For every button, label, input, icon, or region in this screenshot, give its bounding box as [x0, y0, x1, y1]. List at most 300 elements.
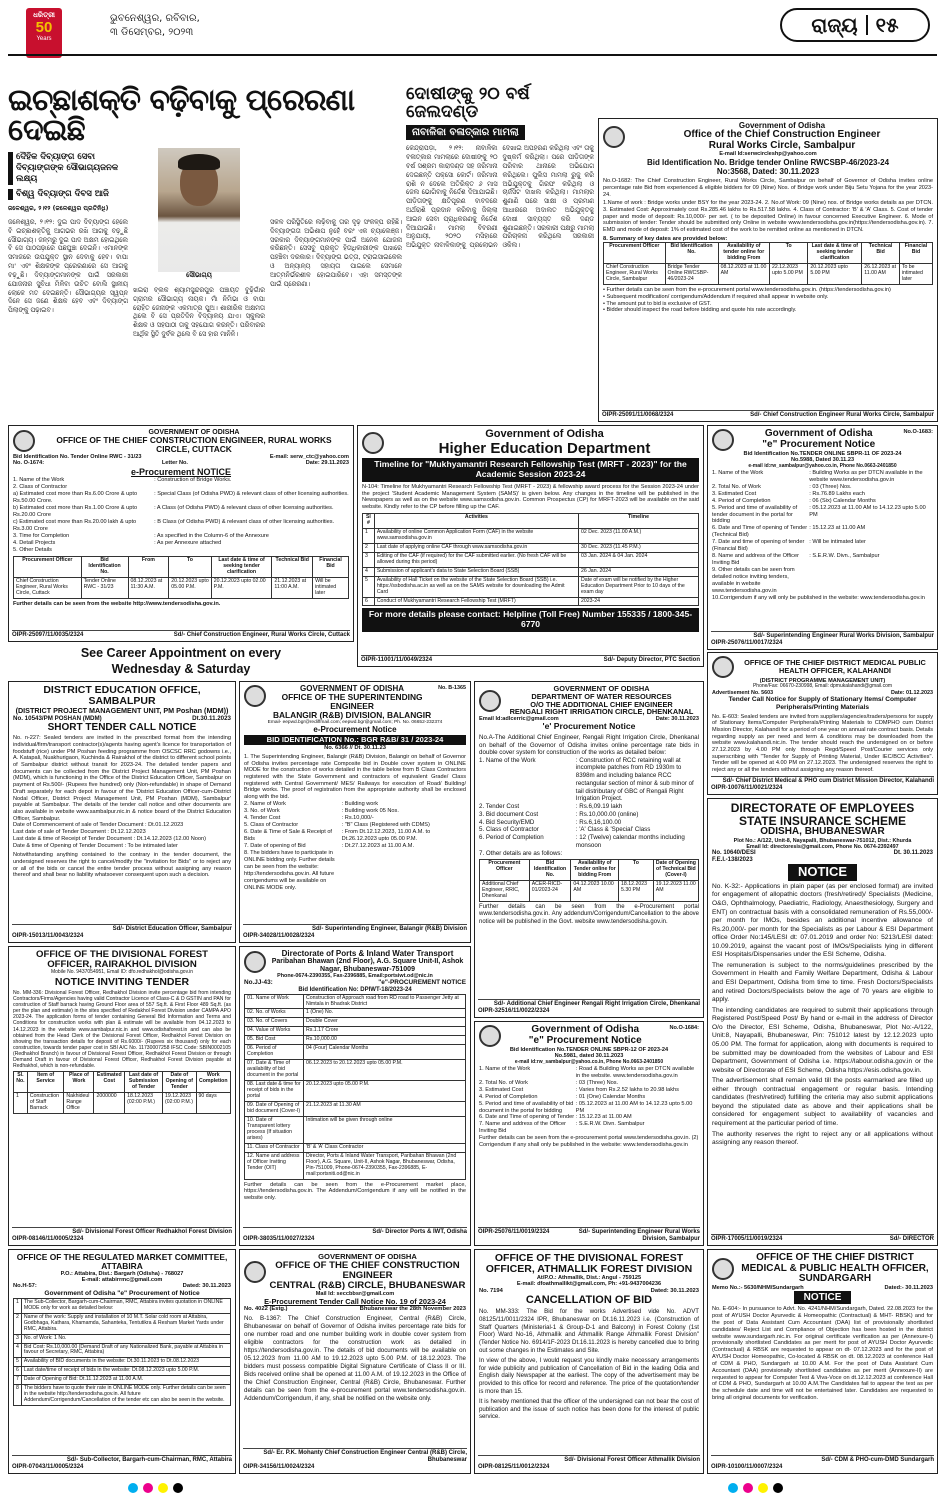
ad-rmc-attabira: [8, 1249, 236, 1474]
a16-footer-code: OIPR-10100/11/0007/2324: [711, 1464, 783, 1471]
a6-detail-text: : From Dt.12.12.2023, 11.00 A.M. to Dt.26.12.2023 upto 05.00 P.M.: [341, 828, 431, 842]
a6-detail-text: 6. Date & Time of Sale & Receipt of Bids: [244, 828, 332, 842]
a15-footer-code: OIPR-08125/11/0012/2324: [478, 1464, 550, 1471]
ad-deo-sambalpur: [8, 681, 236, 943]
a2-r6l: 3. Time for Completion: [13, 533, 70, 540]
a3-th-sl: Sl #: [363, 513, 375, 528]
career-banner: [8, 645, 354, 678]
a8-date: Date: 01.12.2023: [891, 690, 933, 697]
a4-detail-row: [712, 484, 933, 491]
a2-r6r: : As specified in the Column-6 of the Annexure: [154, 533, 269, 540]
a16-body: No. E-604:- In pursuance to Advt. No. 4241/NHM/Sundargarh, Dated. 22.08.2023 for the post of AYUSH Doctor Ayurvedic & Homeopathic (Contractual) & MHT- RBSK) and for the post of Data Assistant Cum Accountant (DAA) list of provisionally shortlisted candidates/ Reject List and Compliance of Objection has been hosted in the district website www.sundargarh.nic.in. For original certificate verification as per (Annexure-I) provisionally shortlisted Candidates as per merit for post of AYUSH Doctor Ayurvedic (Contractual) & RBSK are requested to appear on dt- 07.12.2023 and for the post of AYUSH Doctor Homeopathic, Co-located & RBSK on dt. 08.12.2023 at conference Hall of CDM & PHO, Sundargarh at 10.00 A.M. For the post of Data Assistant Cum Accountant (DAA) provisionally shortlisted candidates as per merit (Annexure-II) are requested to appear for Computer Test & Viva-Voce on dt.12.12.2023 at conference Hall of CDM & PHO, Sundargarh at 10.00 A.M.The Candidates fail to appear the test as per the schedule date and time will not be entertained later. Candidates are requested to bring all original documents for verification.: [712, 1306, 933, 1401]
bullet-2-text: ବିଶ୍ୱ ଦିବ୍ୟାଙ୍ଗ ଦିବସ ଆଜି: [16, 189, 109, 200]
a13-cell: Bid Cost: Rs.10,000.00 (Demand Draft of any Nationalized Bank, payable at Attabira in favour of Secretary, RMC, Attabira): [21, 1343, 230, 1358]
a10-data-cell: Construction of Staff Barrack: [27, 1093, 64, 1114]
a5-d2: Last date of sale of Tender Document : Dt.12.12.2023: [13, 829, 146, 836]
a12-detail-row: [479, 1087, 699, 1094]
ad-water-resources: [474, 681, 704, 1018]
a4-detail-text: 4. Period of Completion: [712, 497, 771, 504]
a4-gov: Government of Odisha: [764, 428, 873, 439]
a15-head: CANCELLATION OF BID: [525, 1293, 653, 1306]
a6-detail-row: [244, 801, 466, 808]
a4-no: No.O-1683:: [903, 429, 933, 435]
a13-cell: No. of Work: 1 No.: [21, 1334, 230, 1343]
a1-footer-code: OIPR-25091/11/0068/2324: [602, 412, 674, 419]
a4-detail-text: 8. Name and address of the Officer Inviting Bid: [712, 553, 799, 567]
mrft-row: [363, 597, 699, 606]
a6-nodate: No. 6366 // Dt. 30.11.23: [324, 745, 386, 752]
ad-higher-education: [357, 425, 704, 667]
a5-body-2: Notwithstanding anything contained to the contrary in the tender document, the undersigned reserves the right to cancel/modify the "invitation for Bids" or to reject any or all of the bids or cancel the entire tender process without assigning any reason thereof and shall bear no liability whatsoever consequent upon such a decision.: [13, 852, 231, 879]
a11-row: [245, 1143, 466, 1152]
a11-row: [245, 1009, 466, 1018]
a10-email: Mobile No. 9437054951, Email ID: dfo.redhakhol@odisha.gov.in: [50, 969, 193, 976]
a4-title: "e" Procurement Notice: [762, 438, 876, 450]
odisha-seal-icon: [712, 1258, 734, 1280]
a1-data-cell: 22.12.2023 upto 5.00 PM: [769, 264, 807, 285]
a12-gov: Government of Odisha: [531, 1024, 640, 1035]
a13-row: [14, 1313, 231, 1334]
section-name: ରାଜ୍ୟ: [811, 12, 858, 37]
mrft-cell: 2: [363, 543, 375, 552]
a6-div: BALANGIR (R&B) DIVISION, BALANGIR: [272, 710, 432, 721]
odisha-seal-icon: [603, 126, 625, 148]
a5-footer-code: OIPR-15013/11/0043/2324: [12, 933, 84, 940]
a2-r1l: 1. Name of the Work: [13, 477, 65, 484]
a11-cell: 11. Class of Contractor: [245, 1143, 304, 1152]
a11-cell: 07. Date & Time of availability of bid document in the portal: [245, 1060, 304, 1081]
mrft-cell: 30 Dec. 2023 (11.45 P.M.): [579, 543, 699, 552]
a7-detail-text: : Rs.6,16,100.00: [575, 818, 622, 826]
a10-head-cell: Estimated Cost: [94, 1072, 125, 1093]
a10-head: NOTICE INVITING TENDER: [54, 975, 190, 988]
mrft-cell: 2023-24: [579, 597, 699, 606]
a6-detail-text: : Building work: [341, 800, 379, 807]
mrft-row: [363, 543, 699, 552]
a1-head-cell: Last date & time of seeking tender clarification: [808, 243, 862, 264]
a1-head-cell: Procurement Officer: [604, 243, 666, 264]
a4-detail-text: 6. Date and Time of opening of Tender (Technical Bid): [712, 525, 808, 539]
a2-r3r: : Special Class (of Odisha PWD) & relevant class of other licensing authorities.: [154, 491, 349, 498]
story-1-bullet-1: [8, 152, 128, 185]
a1-body-2: 1.Name of work : Bridge works under BSY for the year 2023-24. 2. No.of Work: 09 (Nine) nos. of Bridge works details as per DTCN. 3. Estimated Cost: Approximately cost Rs.285.46 lakhs to Rs.517.58 lakhs. 4. Class of Contractor: 'B' & 'A' Class. 5. Cost of tender paper and mode of deposit: Rs.10,000/- per set. ( to be deposited Online) in favour concerned Executive Engineer. 6. Mode of submission of tender: Tender should be submitted only Online in website www.tendersodisha.gov.in(https://tendersodisha.gov.in). 7. EMD and mode of deposit: 1% of estimated cost of the work to be remitted online as mentioned in DTCN.: [603, 200, 933, 234]
a4-detail-text: 3. Estimated Cost: [712, 490, 757, 497]
a8-title: OFFICE OF THE CHIEF DISTRICT MEDICAL PUBLIC HEALTH OFFICER, KALAHANDI: [744, 658, 926, 675]
a1-data-cell: 08.12.2023 at 11.00 AM: [718, 264, 769, 285]
a7-data-cell: 04.12.2023 10.00 AM: [571, 881, 619, 902]
a1-head-cell: To: [769, 243, 807, 264]
a13-row: [14, 1298, 231, 1313]
a2-note: Further details can be seen from the website http://www.tendersodisha.gov.in.: [13, 600, 221, 607]
a6-detail-row: [244, 843, 466, 850]
a10-head-cell: Sl. No.: [14, 1072, 28, 1093]
a7-head-cell: Availability of Tender online for bidding From: [571, 860, 619, 881]
a7-dept: DEPARTMENT OF WATER RESOURCES: [531, 691, 672, 701]
a2-head-cell: Technical Bid: [272, 556, 313, 577]
a2-head-cell: Procurement Officer: [14, 556, 82, 577]
a5-title: DISTRICT EDUCATION OFFICE, SAMBALPUR: [43, 684, 201, 708]
a10-data-cell: 19.12.2023 (02:00 P.M.): [163, 1093, 196, 1114]
a2-r8l: 5. Other Details: [13, 547, 52, 553]
a9-body-2: The remuneration is subject to the norms/guidelines prescribed by the Government in Health and Family Welfare Department, Odisha & Labour and ESI Department, Odisha from time to time. Fresh Doctors/Specialists and retired Doctors/Specialists below the age of 70 years are eligible to apply.: [712, 961, 933, 1004]
a6-body: 1. The Superintending Engineer, Balangir (R&B) Division, Balangir on behalf of Governor of Odisha invites percentage rate Composite bid in Double cover system in ONLINE MODE for the construction of works detailed in the table below from B Class Contractors registered with the State Government and contractors of equivalent Grade/ Class registered with Central Government/ MES/ Railways for execution of Road/ Building/ Bridge works. The proof of registration from the appropriate authority shall be enclosed along with the bid.: [244, 753, 466, 801]
a12-footer-code: OIPR-25076/11/0019/2324: [478, 1229, 550, 1236]
a9-city: ODISHA, BHUBANESWAR: [760, 826, 885, 838]
a7-data-cell: ACER-RICD-01/2023-24: [529, 881, 571, 902]
mrft-cell: 5: [363, 576, 375, 597]
a11-cell: 09. Date of Opening of bid document (Cover-I): [245, 1102, 304, 1117]
a12-detail-text: : 05.12.2023 at 11.00 AM to 14.12.23 upto 5.00 PM: [575, 1100, 693, 1114]
a14-email: Mail Id: seccbbsr@gmail.com: [315, 1291, 395, 1298]
bullet-1-text: ଦୈହିକ ଦିବ୍ୟାଙ୍ଗ ସେବା ଦିବ୍ୟାଙ୍ଗଙ୍କ ସୌଭାଗ୍ୟଜନକ ଲକ୍ଷ୍ୟ: [16, 152, 119, 185]
story-2-headline: ଦୋଷୀଙ୍କୁ ୨୦ ବର୍ଷ ଜେଲଦଣ୍ଡ: [406, 84, 530, 122]
a4-detail-text: : 03 (Three) Nos.: [809, 483, 852, 490]
a11-row: [245, 1027, 466, 1036]
a6-bid: BID IDENTIFICATION No.: BGR R&B/ 31 / 2023-24: [244, 735, 466, 746]
a7-head-cell: To: [619, 860, 654, 881]
a16-date: Dated:- 30.11.2023: [884, 1284, 933, 1291]
a13-row: [14, 1385, 231, 1406]
a11-cell: Construction of Approach road from RD road to Passenger Jetty at Nimtala in Bhadrak District: [304, 994, 466, 1009]
ad-dfo-athmallik: [474, 1249, 704, 1474]
a7-detail-text: 6. Period of Completion: [479, 834, 544, 842]
a1-dates-table: [603, 242, 933, 285]
a6-detail-row: [244, 850, 466, 892]
story-2: [406, 86, 594, 422]
dateline: [110, 12, 200, 40]
a1-bid-line: Bid Identification No. Bridge tender Online RWCSBP-46/2023-24: [646, 157, 890, 167]
a4-detail-text: : 06 (Six) Calendar Months: [809, 497, 876, 504]
a5-no: No. 10543/PM POSHAN (MDM): [13, 714, 102, 722]
a12-detail-row: [479, 1121, 699, 1135]
odisha-seal-icon: [479, 690, 501, 712]
masthead: [0, 0, 945, 90]
a7-detail-row: [479, 819, 699, 827]
a3-helpline: For more details please contact: Helpline (Toll Free) Number 155335 / 1800-345-6770: [362, 608, 699, 632]
a11-phone: Phone-0674-2390355, Fax-2396885, Email:portsiwt.od@nic.in: [277, 973, 433, 980]
a2-bid: Bid Identification No. Tender Online RWC - 31/23: [13, 453, 142, 460]
a7-head-cell: Date of Opening of Technical Bid (Cover-I): [653, 860, 698, 881]
ad-cdmpho-kalahandi: [707, 652, 938, 795]
a4-note: 10.Corrigendum if any will only be published in the website: www.tendersodisha.gov.in: [712, 595, 925, 602]
a7-detail-text: : Rs.10,000.00 (online): [575, 810, 639, 818]
a14-gov: GOVERNMENT OF ODISHA: [318, 1252, 417, 1261]
a6-detail-row: [244, 808, 466, 815]
odisha-seal-icon: [244, 951, 266, 973]
a1-notes: • Further details can be seen from the e-procurement portal www.tendersodisha.gov.in. (https://tendersodisha.gov.in) • Subsequent modification/ corrigendum/Addendum if required shall appear in website only. • The amount put to bid is exclusive of GST. • Bidder should inspect the road before bidding and quote his rate accordingly.: [603, 287, 891, 314]
ad-esi-scheme: [707, 798, 938, 1246]
a4-detail-text: 5. Period and time of availability of tender document in the portal for bidding: [712, 504, 798, 525]
a9-no: No. 10640/DESI: [712, 850, 756, 857]
a12-no: No.O-1684:: [669, 1025, 699, 1031]
a13-footer-code: OIPR-07043/11/0005/2324: [12, 1464, 84, 1471]
a7-data-cell: 18.12.2023 5.30 PM: [619, 881, 654, 902]
a11-note: Further details can be seen from the e-Procurement market place, https://tendersodisha.gov.in. The Addendum/Corrigendum if any will be notified in the website only.: [244, 1181, 466, 1202]
a6-detail-text: 8. The bidders have to participate in ONLINE bidding only. Further details can be seen from the website: http://tendersodisha.gov.in. All future corrigendums will be available on ONLINE MODE only.: [244, 849, 335, 891]
a1-office: Office of the Chief Construction Engineer: [683, 129, 881, 141]
story-1-col-2: ଖଇରା ବ୍ଲକ ଶ୍ୟାମସୁନ୍ଦରପୁର ପଞ୍ଚାୟତ ବୁଢ଼ିଗାଁର ଗ୍ରାମର ସୌଭାଗ୍ୟ ନାୟକ। ମାଁ ନିମିଭା ଓ ବାପା ରୋହିତ ଜେନାଙ୍କ ଏକମାତ୍ର ପୁଅ। ଶାରୀରିକ ଅକ୍ଷମତା ଥିଲେ ବି ସେ ପ୍ରତିଦିନ ବିଦ୍ୟାଳୟ ଯାଏ। ସ୍କୁଲର ଶିକ୍ଷକ ଓ ସହପାଠୀ ତାକୁ ସହଯୋଗ କରନ୍ତି। ପରିବାରର ଆର୍ଥିକ ସ୍ଥିତି ଦୁର୍ବଳ ଥିଲେ ବି ସେ ହାର ମାନିନି।: [133, 286, 265, 339]
a4-detail-text: : S.E.R.W. Divn., Sambalpur: [809, 553, 880, 560]
a11-cell: 'B' & 'A' Class Contractor: [304, 1143, 466, 1152]
odisha-seal-icon: [479, 1025, 501, 1047]
a12-bid: Bid Identification No.TENDER ONLINE SBPR-12 OF 2023-24: [509, 1047, 669, 1053]
a3-th-activities: Activities: [374, 513, 578, 528]
a2-r2l: 2. Class of Contractor: [13, 484, 68, 491]
mrft-cell: Date of exam will be notified by the Higher Education Department Prior to 10 days of the exam day: [579, 576, 699, 597]
a2-data-cell: 20.12.2023 upto 05.00 P.M.: [169, 577, 212, 598]
a13-cell: 3: [14, 1334, 22, 1343]
a6-signature: Sd/- Superintending Engineer, Balangir (R&B) Division: [311, 926, 467, 933]
story-2-kicker: ନାବାଳିକା ବଳାତ୍କାର ମାମଲା: [406, 125, 525, 141]
a6-footer-code: OIPR-34028/11/0028/2324: [243, 933, 315, 940]
a14-date: Bhubaneswar the 28th November 2023: [359, 1306, 466, 1313]
a11-cell: 05. Bid Cost: [245, 1036, 304, 1045]
a1-data-cell: 26.12.2023 at 11.00 AM: [862, 264, 900, 285]
a2-office: OFFICE OF THE CHIEF CONSTRUCTION ENGINEER, RURAL WORKS CIRCLE, CUTTACK: [56, 435, 332, 455]
a11-cell: 08. Last date & time for receipt of bids in the portal: [245, 1081, 304, 1102]
a14-body: No. B-1367: The Chief Construction Engineer, Central (R&B) Circle, Bhubaneswar on behalf of Governor of Odisha invites percentage rate bids for one number road and one number building work in double cover system from eligible contractors for the construction work as detailed in https://tendersodisha.gov.in. The details of bid documents will be available on 05.12.2023 from 11.00 AM to 19.12.2023 upto 5.00 P.M. of 18.12.2023. The bidders must possess compatible Digital Signature Certificate of Class II or III. Bids received online shall be opened at 11.00 A.M. of 19.12.2023 in the Office of the Chief Construction Engineer, Central (R&B) Circle, Bhubaneswar. Further details can be seen from the e-procurement portal www.tendersodisha.gov.in. Addendum/Corrigendum, if any, shall be notified on the website only.: [244, 1314, 466, 1403]
a11-cell: 01. Name of Work: [245, 994, 304, 1009]
masthead-rule: [8, 54, 937, 56]
ad-rw-sbpr-11: [707, 425, 938, 650]
a4-detail-text: : Building Works as per DTCN available in the website www.tendersodisha.gov.in: [809, 469, 923, 483]
date-line-2: ୩ ଡିସେମ୍ବର, ୨୦୨୩: [110, 27, 194, 38]
a13-signature: Sd/- Sub-Collector, Bargarh-cum-Chairman, RMC, Attabira: [66, 1457, 232, 1464]
mrft-cell: Availability of Hall Ticket on the website of the State Selection Board (SSB) i.e. https://ssbodisha.ac.in as well as on the SAMS website for downloading the Admit Card: [374, 576, 578, 597]
a11-cell: 06.12.2023 to 20.12.2023 upto 05.00 P.M.: [304, 1060, 466, 1081]
a12-detail-text: : Varies from Rs.2.52 lakhs to 20.98 lakhs: [575, 1086, 679, 1093]
section-banner: [780, 8, 930, 42]
a7-detail-text: 7. Other details are as follows:: [479, 849, 563, 857]
a1-signature: Sd/- Chief Construction Engineer Rural Works Circle, Sambalpur: [750, 412, 934, 419]
a9-date: Dt. 30.11.2023: [893, 850, 933, 857]
mrft-cell: 4: [363, 567, 375, 576]
a5-body: No. n-227: Sealed tenders are invited in the prescribed format from the intending individual/firm/transport contractor(s)/agents having agent's licence for transportation of foodstuff (rice) under PM Poshan feeding programme from OSCSC RRC godowns i.e., A. Katapali, Nuakhurigaon, Kuchinda & Rairakhol of the district to different school points of Sambalpur district without transit for 2023-24. The detailed tender papers and documents can be collected from the District Project Management Unit, PM Poshan (MDM), which is functioning in the Office of the District Education Officer, Sambalpur on payment of Rs.500/- (Rupees five hundred) only (Non-refundable) in shape of Demand Draft separately for each depot in favour of the 'District Education Officer-cum-District Nodal Officer, District Project Management Unit, PM Poshan (MDM), Sambalpur' payable at Sambalpur. The details of the tender call notice and other documents are also available in website www.sambalpur.nic.in & notice board of the District Education Officer, Sambalpur.: [13, 735, 231, 822]
a12-detail-row: [479, 1114, 699, 1121]
a7-detail-text: : Rs.6,09.19 lakh: [575, 803, 623, 811]
mrft-row: [363, 552, 699, 567]
a7-detail-row: [479, 850, 699, 858]
story-1-bullet-2: [8, 189, 128, 200]
odisha-seal-icon: [712, 656, 734, 678]
a6-detail-text: 4. Tender Cost: [244, 814, 281, 821]
a10-footer-code: OIPR-08146/11/0005/2324: [12, 1236, 84, 1243]
a2-data-cell: Will be intimated later: [313, 577, 349, 598]
a1-email: E-mail Id:serwcircleshp@yahoo.com: [719, 151, 817, 158]
ad-dfo-rairakhol: [8, 946, 236, 1246]
a6-detail-text: [342, 850, 466, 892]
a4-detail-row: [712, 567, 933, 595]
a7-detail-text: 3. Bid document Cost: [479, 810, 539, 818]
a7-table: [479, 859, 699, 902]
a7-detail-row: [479, 811, 699, 819]
a11-table: [244, 994, 466, 1180]
mrft-cell: Conduct of Mukhyamantri Research Fellowship Test (MRFT): [374, 597, 578, 606]
a6-office: OFFICE OF THE SUPERINTENDING ENGINEER: [281, 692, 423, 712]
a6-details: [244, 801, 466, 892]
a7-detail-text: : Construction of RCC retaining wall at incomplete patches from RD 1930m to 8398m and including balance RCC rectangular section of minor & sub minor of tail distributary of GBC of Rengali Right Irrigation Project.: [575, 756, 694, 803]
story-1-dateline: ଜଳେଶ୍ୱର, ୨।୧୨ (ଜଳେଶ୍ୱର ପ୍ରତିନିଧି): [8, 205, 109, 213]
a6-detail-text: : Building work 05 Nos.: [341, 807, 399, 814]
logo-sub: Years: [36, 36, 52, 43]
a2-data-cell: 21.12.2023 at 11:00 A.M.: [272, 577, 313, 598]
a10-data-cell: 90 days: [196, 1093, 230, 1114]
a4-detail-text: 9. Other details can be seen from detailed notice inviting tenders, available in website www.tendersodisha.gov.in: [712, 567, 795, 595]
mrft-cell: Availability of online Common Application Form (CAF) in the website www.samsodisha.gov.in: [374, 528, 578, 543]
a1-data-cell: To be intimated later: [899, 264, 932, 285]
a7-data-cell: 19.12.2023 11.00 AM: [653, 881, 698, 902]
a11-row: [245, 1117, 466, 1144]
a6-detail-row: [244, 822, 466, 829]
a8-head: Tender Call Notice for Supply of Stationary Items/ Computer Peripherals/Printing Materials: [728, 696, 917, 711]
a6-detail-text: : "B" Class (Registered with CDMS): [341, 821, 430, 828]
a2-r1r: : Construction of Bridge Works.: [154, 477, 232, 484]
black-dot-icon: [173, 1483, 183, 1493]
black-dot-icon: [773, 1483, 783, 1493]
a15-no: No. 7194: [479, 1287, 503, 1294]
a8-body: No. E-603: Sealed tenders are invited from suppliers/agencies/traders/persons for supply of Stationary Items/Computer Peripherals/Printing Materials to CDMPHO cum District Mission Director, Kalahandi for a period of one year on annual rate contract basis. Details regarding supply as per need and term & conditions may be downloaded from the website www.kalahandi.nic.in. The tender should reach the undersigned on or before 27.12.2023 by 4.00 PM only through Regd/Speed Post/Courier services only superscribing with "Tender for Supply of Printing Material, Under IEC/BCC Activities". Tender will be opened at 4.00 PM on 27.12.2023. The undersigned reserves the right to reject any or all the tenders without assigning any reason thereof.: [712, 713, 933, 774]
a7-detail-text: 5. Class of Contractor: [479, 826, 539, 834]
a13-addr: P.O.: Attabira, Dist.: Bargarh (Odisha) - 768027: [60, 1270, 184, 1277]
a12-detail-row: [479, 1080, 699, 1087]
a8-phone: Phone/Fax: 06670-230998, Email: dpmukalahandi@gmail.com: [752, 683, 893, 690]
a16-title: OFFICE OF THE CHIEF DISTRICT MEDICAL & PUBLIC HEALTH OFFICER, SUNDARGARH: [741, 1252, 929, 1284]
mrft-row: [363, 528, 699, 543]
a13-cell: Last date/time of receipt of bids in the website: Dt.08.12.2023 upto 5.00 P.M.: [21, 1367, 230, 1376]
a13-cell: 5: [14, 1358, 22, 1367]
a11-bid: Bid Identification No: DPIWT-18/2023-24: [298, 986, 412, 993]
a4-detail-text: 7. Date and time of opening of tender (Financial Bid): [712, 539, 805, 553]
ad-se-balangir: [239, 681, 471, 943]
a10-table: [13, 1071, 231, 1114]
a15-body-3: It is hereby mentioned that the officer of the undersigned can not bear the cost of publication and the issue of such notice has been done for the interest of public service.: [479, 1397, 699, 1421]
a9-email: Email Id: directoresis@gmail.com, Phone No. 0674-2392497: [746, 843, 899, 850]
a6-detail-row: [244, 829, 466, 843]
a4-detail-row: [712, 505, 933, 526]
a8-footer-code: OIPR-10076/11/0021/2324: [711, 785, 783, 792]
mrft-row: [363, 576, 699, 597]
ad-cdmpho-sundargarh: [707, 1249, 938, 1474]
a6-ep: e-Procurement Notice: [313, 725, 397, 735]
a5-sub: (DISTRICT PROJECT MANAGEMENT UNIT, PM Poshan (MDM)): [15, 706, 229, 716]
a12-detail-row: [479, 1094, 699, 1101]
a7-head-cell: Bid Identification No.: [529, 860, 571, 881]
registration-marks: [0, 1480, 945, 1494]
a7-gov: GOVERNMENT OF ODISHA: [553, 684, 650, 693]
ad-cce-cuttack: [8, 425, 354, 642]
a1-circle: Rural Works Circle, Sambalpur: [708, 139, 856, 151]
a2-data-cell: Chief Construction Engineer, Rural Works Circle, Cuttack: [14, 577, 82, 598]
a10-head-cell: Place of Work: [64, 1072, 94, 1093]
a12-detail-row: [479, 1066, 699, 1080]
a11-no: No.JJ-43:: [244, 979, 273, 987]
a11-cell: Double Cover: [304, 1018, 466, 1027]
a7-detail-text: : 12 (Twelve) calendar months including monsoon: [575, 834, 685, 849]
mrft-cell: 6: [363, 597, 375, 606]
mrft-cell: 3: [363, 552, 375, 567]
a13-title: OFFICE OF THE REGULATED MARKET COMMITTEE, ATTABIRA: [16, 1252, 228, 1271]
a6-detail-text: 5. Class of Contractor: [244, 821, 299, 828]
a7-detail-row: [479, 757, 699, 804]
a12-detail-text: : 15.12.23 at 11.00 AM: [575, 1114, 632, 1121]
a5-head: SHORT TENDER CALL NOTICE: [47, 721, 197, 733]
a11-row: [245, 1018, 466, 1027]
a2-head-cell: Financial Bid: [313, 556, 349, 577]
a11-row: [245, 1152, 466, 1179]
a13-head: Government of Odisha "e" Procurement of Notice: [44, 1290, 200, 1298]
a2-r4r: : A Class (of Odisha PWD) & relevant class of other licensing authorities.: [154, 505, 334, 512]
mrft-cell: 02 Dec. 2023 (11.00 A.M.): [579, 528, 699, 543]
a6-no-top: No. B-1365: [438, 685, 466, 691]
logo-years: 50: [35, 19, 53, 37]
a3-signature: Sd/- Deputy Director, PTC Section: [603, 657, 700, 664]
ad-cce-sambalpur: [598, 118, 938, 422]
a4-detail-text: 2. Total No. of Work: [712, 483, 761, 490]
a9-body: No. K-32:- Applications in plain paper (as per enclosed format) are invited for engagement of allopathic doctors (fresh/retired)/ Specialists (Medicine, O&G, Ophthalmology, Paediatric, Radiology, Anaesthesiology, Surgery and ENT) on contractual basis with a consolidated remuneration of Rs.55,000/-per month for IMOs, besides an additional incentive allowance of Rs.20,000/- per month for the Specialists as per Labour & ESI Department office Order No:145/LESI dt: 07.01.2019 and order No: 5213/LESI dated: 10.09.2019, against the vacant post of IMOs/Specialists lying in different ESI Hospitals/Dispensaries under the ESI Scheme, Odisha.: [712, 882, 933, 959]
mrft-cell: 26 Jan. 2024: [579, 567, 699, 576]
a9-fe: F.E.I.-138/2023: [712, 856, 753, 863]
magenta-dot-icon: [143, 1483, 153, 1493]
a1-gov: Government of Odisha: [738, 121, 826, 130]
a1-head-cell: Technical Bid: [862, 243, 900, 264]
a14-office: OFFICE OF THE CHIEF CONSTRUCTION ENGINEER: [275, 1259, 460, 1282]
a2-no: No. O-1674:: [13, 460, 45, 467]
a7-detail-text: [576, 850, 699, 858]
story-1: [8, 83, 403, 422]
a7-signature: Sd/- Additional Chief Engineer Rengali Right Irrigation Circle, Dhenkanal: [493, 1001, 700, 1008]
a7-office: O/O THE ADDITIONAL CHIEF ENGINEER: [530, 699, 673, 709]
a11-cell: 04 (Four) Calendar Months: [304, 1045, 466, 1060]
a12-detail-text: : 03 (Three) Nos.: [575, 1079, 619, 1086]
odisha-seal-icon: [712, 429, 734, 451]
a14-signature: Sd/- Er. P.K. Mohanty Chief Construction Engineer Central (R&B) Circle, Bhubaneswar: [263, 1450, 467, 1464]
a12-detail-text: : Road & Building Works as per DTCN available in the website. www.tendersodisha.gov.in: [575, 1065, 695, 1079]
a1-data-cell: Bridge Tender Online RWCSBP-46/2023-24: [665, 264, 718, 285]
a13-cell: Name of the work: Supply and installation of 10 M.T. Solar cold room at Attabira, Godbhaga, Kathara, Khamamda, Sahanteka, Tentutikra & Resham Market Yards under RMC, Attabira.: [21, 1313, 230, 1334]
ad-rw-sbpr-12: [474, 1021, 704, 1246]
cyan-dot-icon: [128, 1483, 138, 1493]
a12-detail-text: 7. Name and address of the Officer Inviting Bid: [479, 1121, 566, 1135]
a4-detail-text: : Will be intimated later: [809, 539, 866, 546]
a7-detail-row: [479, 803, 699, 811]
a13-row: [14, 1376, 231, 1385]
a13-date: Dated: 30.11.2023: [182, 1283, 231, 1290]
a7-email: Email Id:adlcerric@gmail.com: [479, 716, 559, 723]
a11-row: [245, 994, 466, 1009]
a15-signature: Sd/- Divisional Forest Officer Athmallik Division: [564, 1457, 700, 1464]
magenta-dot-icon: [743, 1483, 753, 1493]
a12-detail-text: 1. Name of the Work: [479, 1065, 531, 1072]
a9-footer-code: OIPR-17005/11/0019/2324: [711, 1236, 783, 1243]
a2-r3l: a) Estimated cost more than Rs.6.00 Crore & upto Rs.50.00 Crore.: [13, 491, 138, 505]
a4-detail-text: [809, 567, 933, 595]
story-1-col-3: ସକଳ ପରିସ୍ଥିତିରେ ଲଢ଼ିବାକୁ ତାର ଦୃଢ଼ ସଂକଳ୍ପ ରହିଛି। ଦିବ୍ୟାଙ୍ଗତା ଅଭିଶାପ ନୁହେଁ ବରଂ ଏକ ଚ୍ୟାଲେଞ୍ଜ। ସରକାର ଦିବ୍ୟାଙ୍ଗମାନଙ୍କ ପାଇଁ ଅନେକ ଯୋଜନା କରିଛନ୍ତି। ସେସବୁ ପ୍ରକୃତ ହିତାଧିକାରୀଙ୍କ ପାଖରେ ପହଞ୍ଚିବା ଦରକାର। ଦିବ୍ୟାଙ୍ଗ ଭତ୍ତା, ଟ୍ରାଇସାଇକେଲ ଓ ଅନ୍ୟାନ୍ୟ ସହାୟତା ପାଇଲେ ସେମାନେ ଆତ୍ମନିର୍ଭରଶୀଳ ହୋଇପାରିବେ। ଏହା ସମସ୍ତଙ୍କ ପାଇଁ ପ୍ରେରଣା।: [270, 218, 402, 288]
yellow-dot-icon: [158, 1483, 168, 1493]
a3-th-timeline: Timeline: [579, 513, 699, 528]
a3-timeline-bar: Timeline for "Mukhyamantri Research Fellowship Test (MRFT - 2023)" for the Academic Session 2023-24: [362, 458, 699, 482]
a1-data-cell: 20.12.2023 upto 5.00 PM: [808, 264, 862, 285]
ad-ports-iwt: [239, 946, 471, 1246]
a2-head-cell: From: [128, 556, 169, 577]
a11-row: [245, 1081, 466, 1102]
a11-cell: Director, Ports & Inland Water Transport, Paribahan Bhawan (2nd Floor), A.G. Square, Unit-II, Ashok Nagar, Bhubaneswar, Odisha, Pin-751009, Phone-0674-2390355, Fax-2396885, E-mail:portsniti.od@nic.in: [304, 1152, 466, 1179]
a4-detail-text: 1. Name of the Work: [712, 469, 764, 476]
a4-nodate: No.5988, Dated 30.11.23: [790, 457, 855, 464]
a10-signature: Sd/- Divisional Forest Officer Redhakhol Forest Division: [72, 1229, 232, 1236]
a8-adv: Advertisement No. 5603: [712, 690, 774, 697]
a13-cell: Availability of BID documents in the website: Dt.30.11.2023 to Dt.08.12.2023: [21, 1358, 230, 1367]
a15-addr: At/P.O.: Athmallik, Dist.: Angul - 759125: [536, 1275, 642, 1282]
